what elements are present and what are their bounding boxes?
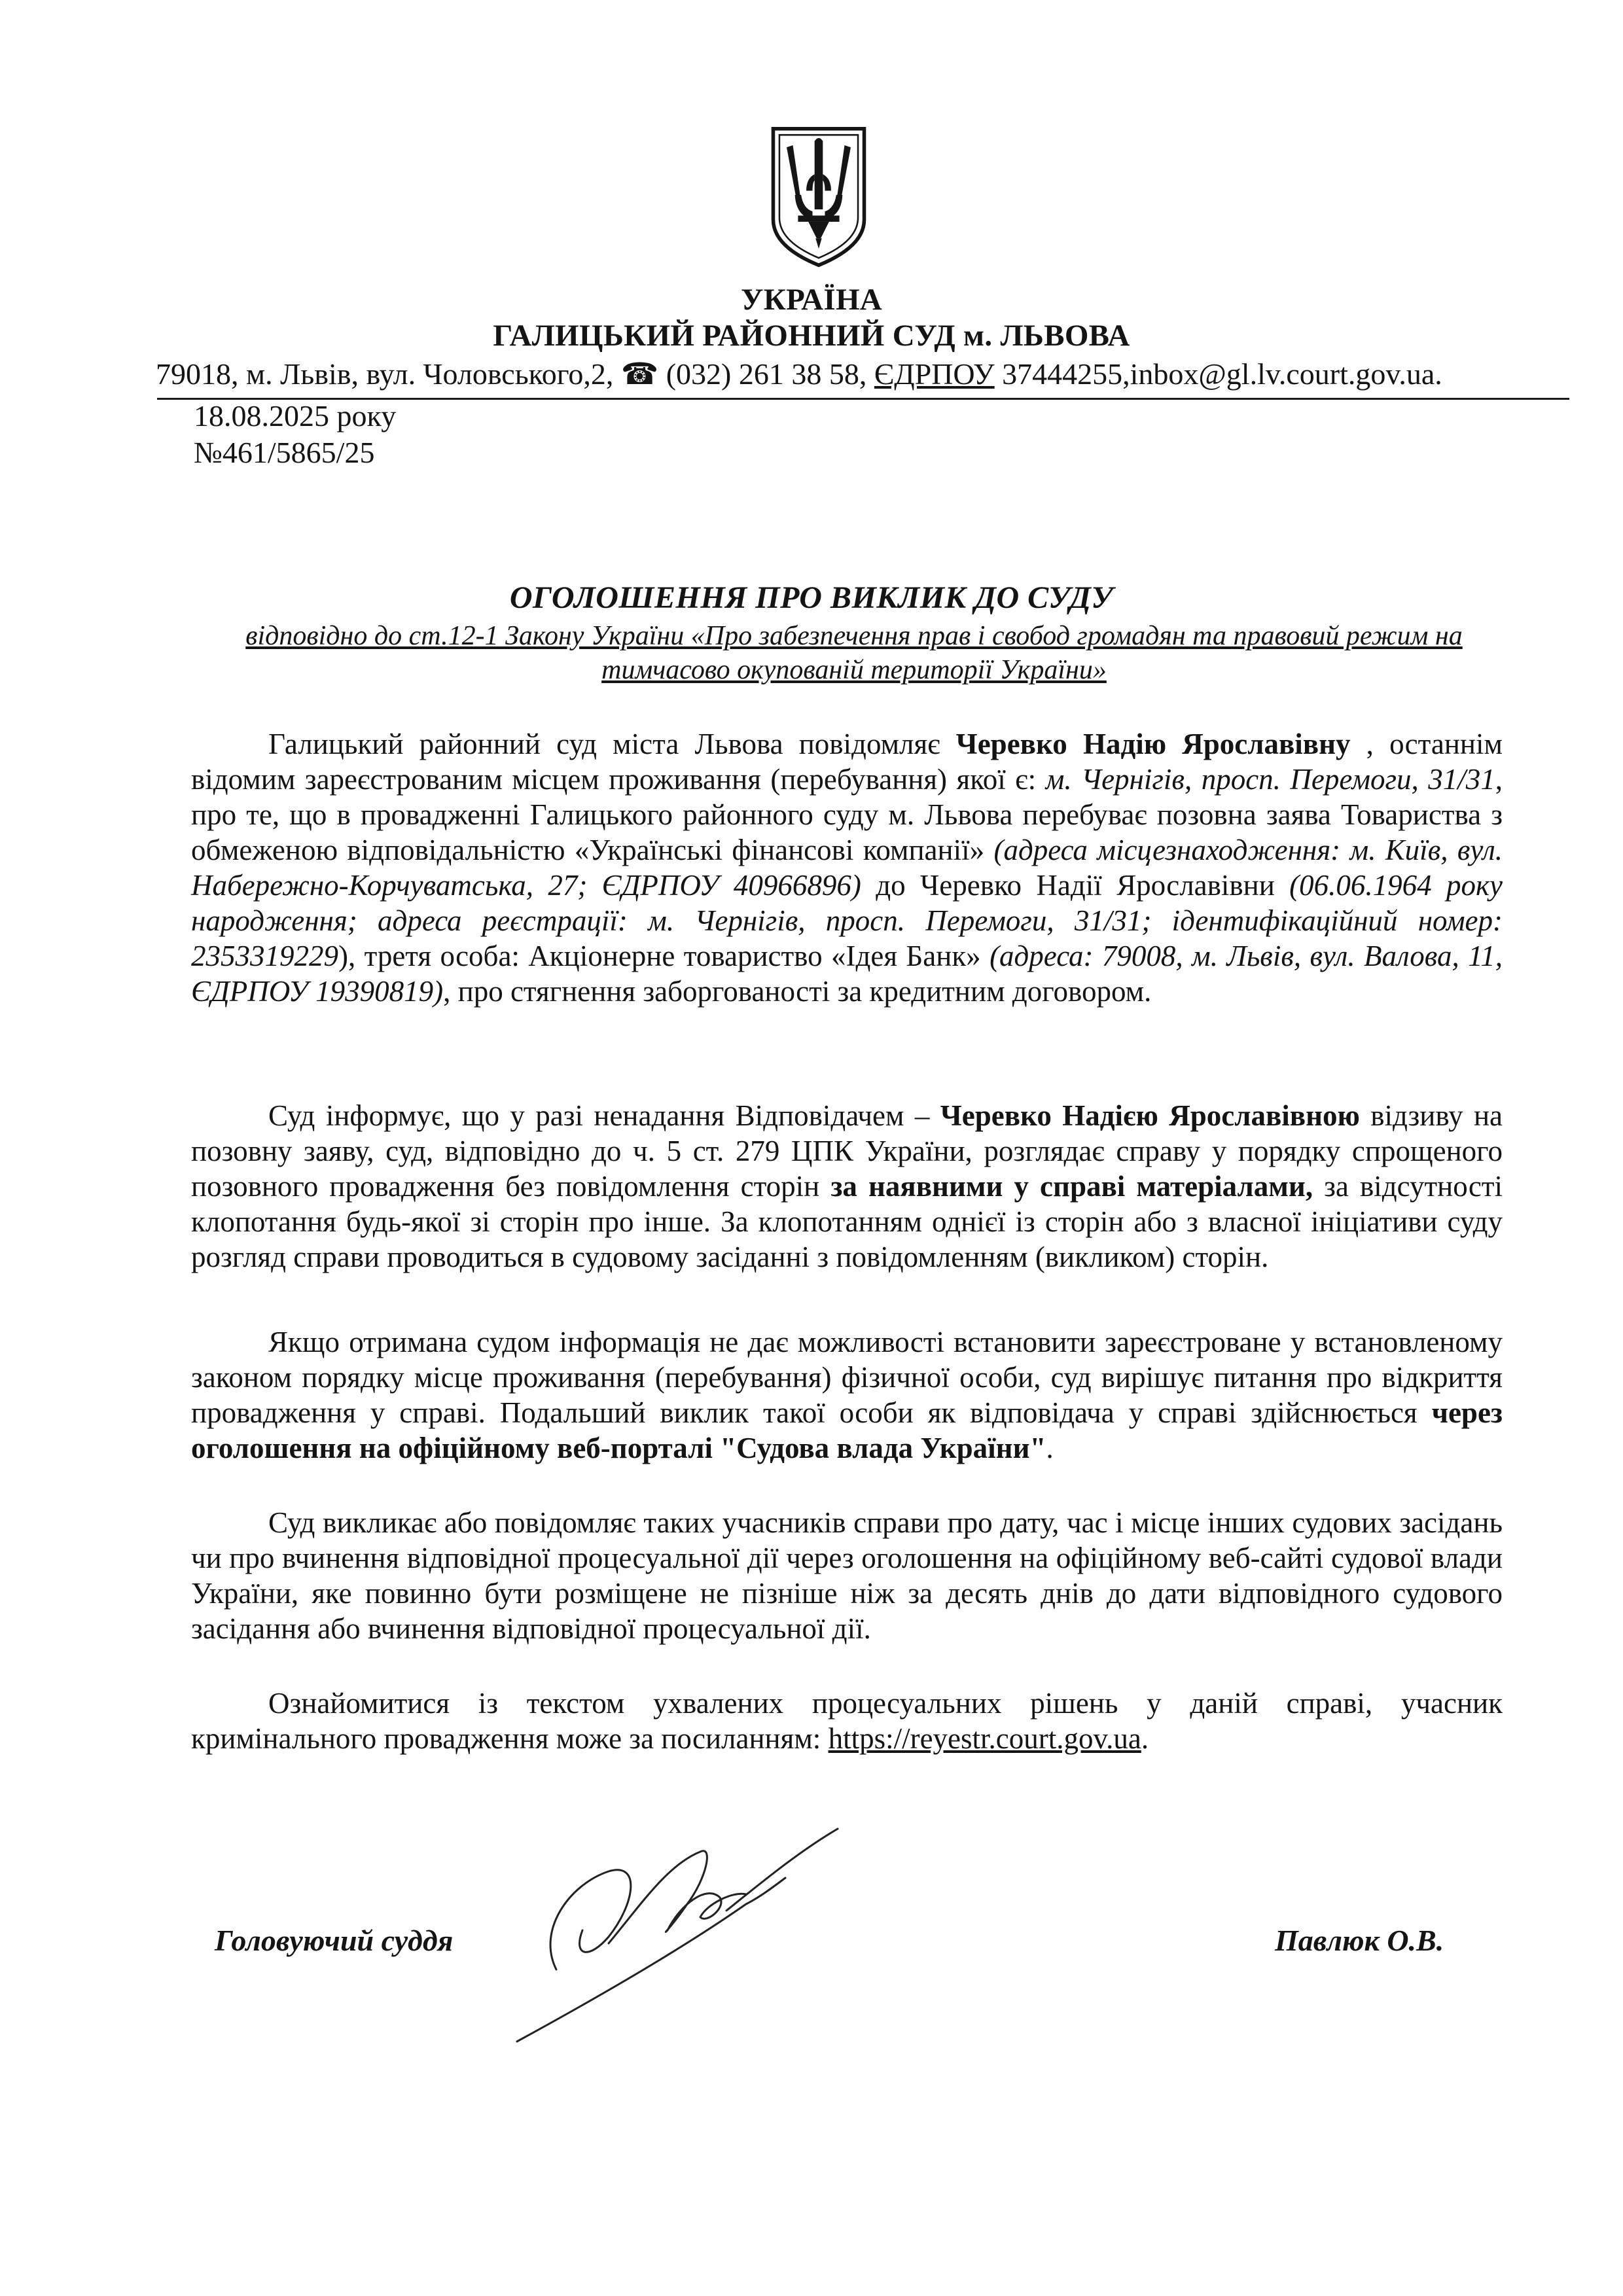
p2-text: за відсутності клопотання будь-якої зі сторін про інше. За клопотанням однієї із сторін або з власної ініціативи суду розгляд справи проводиться в судовому засіданні з повідомленням (викликом) сторін. (191, 1170, 1503, 1273)
signatory-name: Павлюк О.В. (1275, 1924, 1444, 1957)
paragraph-2 (191, 1098, 1503, 1275)
p1-text: Галицький районний суд міста Львова повідомляє (268, 728, 956, 760)
p4-text: Суд викликає або повідомляє таких учасників справи про дату, час і місце інших судових засідань чи про вчинення відповідної процесуальної дії через оголошення на офіційному веб-сайті судової влади України, яке повинно бути розміщене не пізніше ніж за десять днів до дати відповідного судового засідання або вчинення відповідної процесуальної дії. (191, 1506, 1503, 1645)
registry-link[interactable]: https://reyestr.court.gov.ua (828, 1722, 1141, 1755)
notice-title: ОГОЛОШЕННЯ ПРО ВИКЛИК ДО СУДУ (509, 580, 1114, 615)
p5-text: Ознайомитися із текстом ухвалених процесуальних рішень у даній справі, учасник кримінального провадження може за посиланням: (191, 1687, 1503, 1755)
document-date: 18.08.2025 року (194, 399, 397, 433)
paragraph-1 (191, 726, 1503, 1009)
p1-italic: м. Чернігів, просп. Перемоги, 31/31 (1045, 763, 1495, 796)
court-phone: (032) 261 38 58, (666, 357, 867, 391)
p1-italic: (адреса місцезнаходження: м. Київ, вул. Набережно-Корчуватська, 27; ЄДРПОУ 40966896) (191, 834, 1503, 902)
coat-of-arms-icon (767, 124, 870, 270)
defendant-name: Черевко Надією Ярославівною (940, 1099, 1360, 1132)
court-address-line (156, 356, 1563, 393)
court-address: 79018, м. Львів, вул. Чоловського,2, (156, 357, 614, 391)
document-number: №461/5865/25 (194, 436, 375, 469)
paragraph-4 (191, 1505, 1503, 1646)
p2-bold: за наявними у справі матеріалами, (830, 1170, 1313, 1203)
p3-text: . (1046, 1432, 1054, 1464)
p3-bold: через оголошення на офіційному веб-порталі "Судова влада України" (191, 1396, 1503, 1464)
country-heading: УКРАЇНА (740, 283, 883, 317)
paragraph-3 (191, 1324, 1503, 1466)
handwritten-signature (510, 1826, 851, 2048)
p1-text: ), третя особа: Акціонерне товариство «Ідея Банк» (338, 940, 990, 972)
notice-subtitle: відповідно до ст.12-1 Закону України «Про забезпечення прав і свобод громадян та правовий режим на тимчасово окупованій території України» (245, 621, 1463, 685)
p2-text: Суд інформує, що у разі ненадання Відповідачем – (268, 1099, 940, 1132)
edrpou-email: 37444255,inbox@gl.lv.court.gov.ua. (1002, 357, 1442, 391)
edrpou-label: ЄДРПОУ (874, 357, 995, 391)
p5-text: . (1141, 1722, 1149, 1755)
signatory-role: Головуючий суддя (215, 1924, 454, 1957)
p3-text: Якщо отримана судом інформація не дає можливості встановити зареєстроване у встановленому законом порядку місце проживання (перебування) фізичної особи, суд вирішує питання про відкриття провадження у справі. Подальший виклик такої особи як відповідача у справі здійснюється (191, 1326, 1503, 1429)
paragraph-5 (191, 1686, 1503, 1756)
p1-text: до Черевко Надії Ярославівни (861, 869, 1290, 902)
p2-text: відзиву на позовну заяву, суд, відповідно до ч. 5 ст. 279 ЦПК України, розглядає справу у порядку спрощеного позовного провадження без повідомлення сторін (191, 1099, 1503, 1203)
phone-icon: ☎ (620, 357, 659, 391)
p1-text: , про те, що в провадженні Галицького районного суду м. Львова перебуває позовна заява Товариства з обмеженою відповідальністю «Українські фінансові компанії» (191, 763, 1503, 866)
p1-italic: (адреса: 79008, м. Львів, вул. Валова, 11, ЄДРПОУ 19390819) (191, 940, 1503, 1008)
p1-text: , про стягнення заборгованості за кредитним договором. (443, 975, 1152, 1008)
p1-text: , останнім відомим зареєстрованим місцем проживання (перебування) якої є: (191, 728, 1503, 796)
defendant-name: Черевко Надію Ярославівну (955, 728, 1351, 760)
p1-italic: (06.06.1964 року народження; адреса реєстрації: м. Чернігів, просп. Перемоги, 31/31; ідентифікаційний номер: 2353319229 (191, 869, 1503, 972)
court-name-heading: ГАЛИЦЬКИЙ РАЙОННИЙ СУД м. ЛЬВОВА (493, 319, 1130, 353)
